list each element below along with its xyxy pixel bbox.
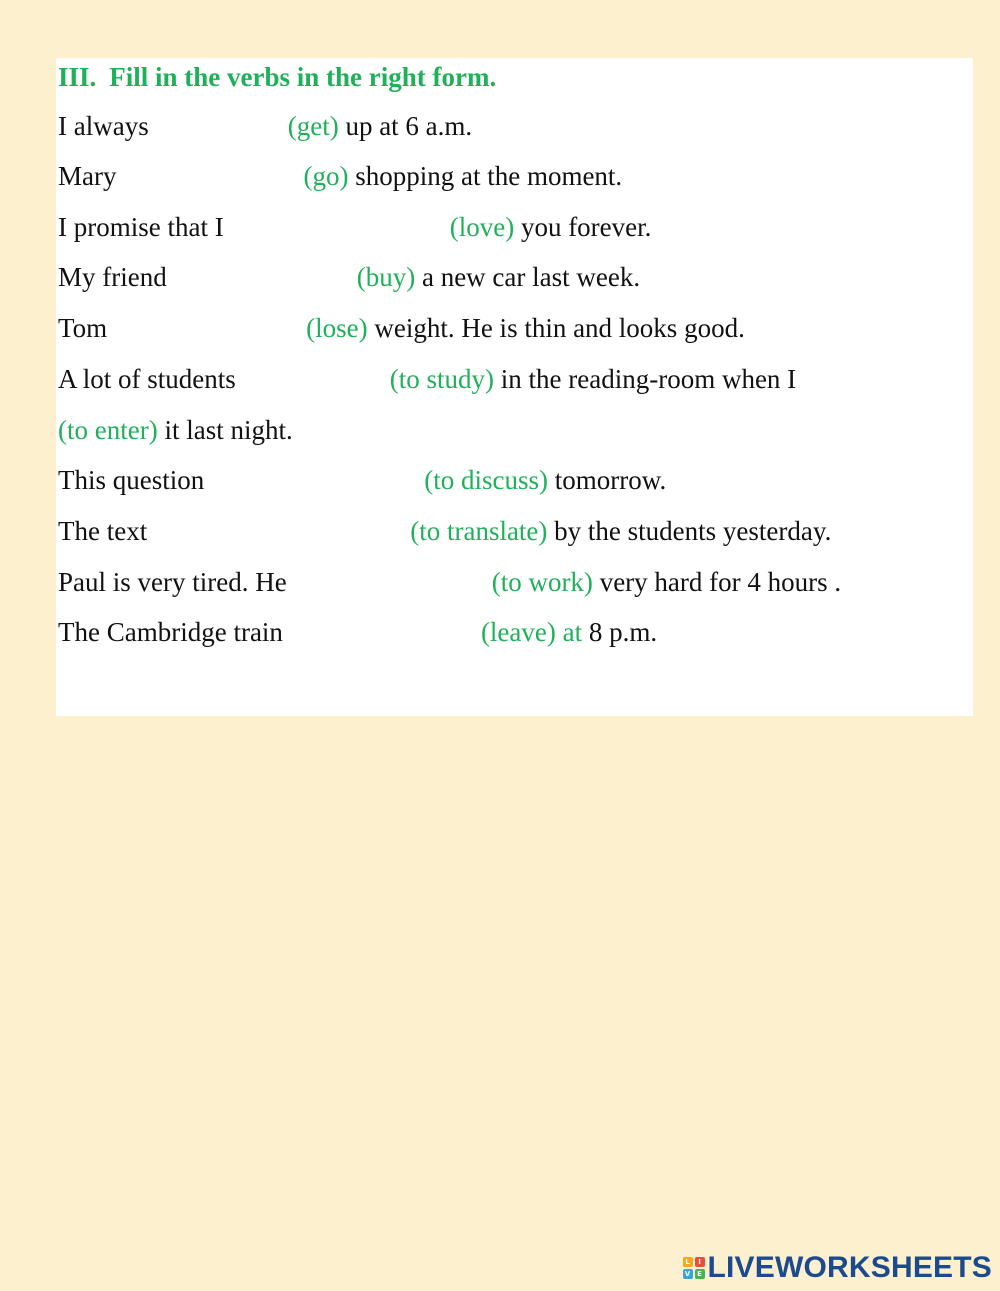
exercise-number: III. (58, 62, 97, 92)
verb-hint: (love) (449, 212, 515, 242)
answer-input-1[interactable] (160, 111, 290, 141)
verb-hint: (to translate) (410, 516, 548, 546)
logo-letter-l: L (683, 1257, 693, 1267)
sentence-text-before: The Cambridge train (58, 617, 283, 647)
sentence-text-before: I always (58, 111, 149, 141)
sentence-6 (58, 362, 796, 396)
logo-wordmark: LIVEWORKSHEETS (707, 1251, 992, 1284)
logo-letter-v: V (683, 1269, 693, 1279)
sentence-text-before: A lot of students (58, 364, 236, 394)
verb-hint: (to discuss) (424, 465, 548, 495)
sentence-text-before: Mary (58, 161, 117, 191)
sentence-text-before: The text (58, 516, 148, 546)
sentence-text-after: very hard for 4 hours . (592, 567, 842, 597)
answer-input-8[interactable] (220, 465, 432, 495)
sentence-7 (58, 413, 293, 447)
answer-input-5[interactable] (117, 313, 307, 343)
answer-input-11[interactable] (306, 617, 496, 647)
sentence-text-after: tomorrow. (548, 465, 667, 495)
verb-hint: (to enter) (58, 415, 158, 445)
logo-mark-icon (683, 1257, 705, 1279)
sentence-text-after: up at 6 a.m. (338, 111, 473, 141)
verb-hint: (leave) at (480, 617, 583, 647)
verb-hint: (go) (303, 161, 349, 191)
verb-hint: (buy) (356, 262, 416, 292)
answer-input-6[interactable] (256, 364, 402, 394)
answer-input-10[interactable] (310, 567, 507, 597)
sentence-text-after: by the students yesterday. (547, 516, 832, 546)
exercise-instruction: Fill in the verbs in the right form. (109, 62, 497, 92)
liveworksheets-logo (683, 1251, 993, 1285)
sentence-text-after: it last night. (157, 415, 293, 445)
sentence-text-after: 8 p.m. (582, 617, 658, 647)
exercise-title (58, 60, 496, 94)
answer-input-4[interactable] (180, 262, 362, 292)
sentence-text-after: you forever. (514, 212, 652, 242)
sentence-text-before: I promise that I (58, 212, 224, 242)
verb-hint: (to study) (389, 364, 495, 394)
verb-hint: (lose) (306, 313, 368, 343)
answer-input-9[interactable] (159, 516, 414, 546)
sentence-text-before: Tom (58, 313, 108, 343)
sentence-text-after: in the reading-room when I (494, 364, 797, 394)
verb-hint: (get) (287, 111, 339, 141)
logo-letter-i: I (695, 1257, 705, 1267)
answer-input-2[interactable] (125, 161, 307, 191)
answer-input-7[interactable] (852, 364, 964, 394)
logo-letter-e: E (695, 1269, 705, 1279)
sentence-text-before: My friend (58, 262, 167, 292)
answer-input-3[interactable] (242, 212, 460, 242)
sentence-text-after: a new car last week. (415, 262, 641, 292)
verb-hint: (to work) (491, 567, 593, 597)
sentence-text-after: shopping at the moment. (348, 161, 623, 191)
sentence-text-after: weight. He is thin and looks good. (367, 313, 745, 343)
sentence-text-before: Paul is very tired. He (58, 567, 287, 597)
sentence-text-before: This question (58, 465, 205, 495)
